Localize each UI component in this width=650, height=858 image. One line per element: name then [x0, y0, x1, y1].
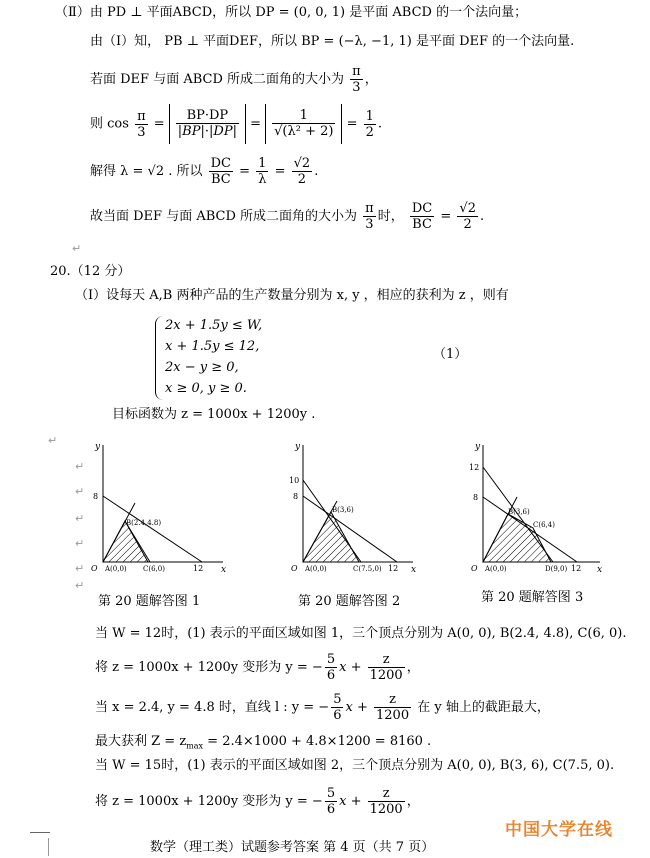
max-intercept-line: 当 x = 2.4, y = 4.8 时，直线 l : y = − $\frac{5}{6}$ x + $\frac{z}{1200}$ 在 y 轴上的截距最大，: [95, 692, 550, 723]
fraction-half: $\frac{1}{2}$: [365, 108, 374, 140]
system-line-1: 2x + 1.5y ≤ W,: [165, 318, 263, 333]
point-a-label: A(0,0): [305, 565, 327, 573]
equation-number: （1）: [433, 347, 468, 362]
figure-3: [465, 437, 605, 577]
tick-12: 12: [193, 564, 204, 573]
figure-1-caption: 第 20 题解答图 1: [98, 594, 201, 609]
objective-function: 目标函数为 z = 1000x + 1200y .: [112, 407, 316, 422]
x-label: x: [597, 565, 603, 575]
fraction-pi-3: $\frac{\pi}{3}$: [137, 108, 146, 140]
q20-part1: （Ⅰ）设每天 A,B 两种产品的生产数量分别为 x, y ，相应的获利为 z ，则有: [75, 288, 509, 303]
tick-12: 12: [388, 564, 399, 573]
footer-rule: [30, 832, 50, 833]
watermark-logo: 中国大学在线: [505, 820, 613, 840]
q20-title: 20.（12 分）: [50, 264, 131, 279]
part2-line1: （Ⅱ）由 PD ⊥ 平面ABCD，所以 DP = (0, 0, 1) 是平面 ABCD 的一个法向量；: [55, 5, 528, 20]
text: 故当面 DEF 与面 ABCD 所成二面角的大小为: [90, 209, 358, 224]
transform-line-1: 将 z = 1000x + 1200y 变形为 y = − $\frac{5}{6}$ x + $\frac{z}{1200}$ ，: [95, 652, 420, 683]
tick-8: 8: [473, 493, 479, 502]
para-mark: ↵: [75, 537, 85, 550]
system-line-2: x + 1.5y ≤ 12,: [165, 339, 260, 354]
tick-8: 8: [93, 492, 99, 501]
origin-label: O: [471, 564, 478, 573]
cos-equation: 则 cos $\frac{\pi}{3}$ = $\frac{BP\cdot DP}{|BP|\cdot|DP|}$ = $\frac{1}{\text{√(λ² + 2)}}$ = $\frac{1}{2}$ .: [90, 104, 382, 145]
abs-fraction: $\frac{BP\cdot DP}{|BP|\cdot|DP|}$: [169, 104, 246, 144]
text: 若面 DEF 与面 ABCD 所成二面角的大小为: [90, 72, 345, 87]
y-label: y: [95, 442, 101, 452]
para-mark: ↵: [75, 512, 85, 525]
tick-x12: 12: [571, 564, 582, 573]
para-mark: ↵: [72, 242, 82, 255]
point-c-label: C(7.5,0): [353, 565, 382, 573]
para-mark: ↵: [75, 460, 85, 473]
para-mark: ↵: [75, 562, 85, 575]
case-w12: 当 W = 12时，(1) 表示的平面区域如图 1，三个顶点分别为 A(0, 0), B(2.4, 4.8), C(6, 0).: [95, 626, 627, 641]
text: 解得 λ = √2 . 所以: [90, 164, 203, 179]
point-b-label: B(3,6): [508, 508, 530, 516]
point-b-label: B(3,6): [332, 506, 354, 514]
system-line-4: x ≥ 0, y ≥ 0.: [165, 381, 247, 396]
solve-line: 解得 λ = √2 . 所以 $\frac{DC}{BC}$ = $\frac{1}{\lambda}$ = $\frac{√2}{2}$ .: [90, 156, 319, 187]
tick-8: 8: [293, 492, 299, 501]
feasible-region: [103, 521, 148, 562]
y-label: y: [295, 442, 301, 452]
x-label: x: [221, 565, 227, 575]
figure-2: [285, 437, 420, 577]
point-b-label: B(2.4,4.8): [126, 519, 162, 527]
fraction-pi-3: $\frac{\pi}{3}$: [352, 64, 361, 95]
conclusion-line: 故当面 DEF 与面 ABCD 所成二面角的大小为 $\frac{\pi}{3}$ 时， $\frac{DC}{BC}$ = $\frac{√2}{2}$ .: [90, 201, 485, 232]
para-mark: ↵: [48, 434, 58, 447]
point-a-label: A(0,0): [105, 565, 127, 573]
tick-10: 10: [289, 476, 300, 485]
point-a-label: A(0,0): [485, 565, 507, 573]
cos-label: 则 cos: [90, 116, 129, 132]
footer-divider: [48, 838, 49, 856]
part2-line2: 由（Ⅰ）知， PB ⊥ 平面DEF，所以 BP = (−λ, −1, 1) 是平面 DEF 的一个法向量.: [90, 34, 575, 49]
figure-2-caption: 第 20 题解答图 2: [298, 594, 401, 609]
y-label: y: [475, 442, 481, 452]
figure-1: [85, 437, 230, 577]
para-mark: ↵: [75, 485, 85, 498]
part2-line3: 若面 DEF 与面 ABCD 所成二面角的大小为 $\frac{\pi}{3}$ ，: [90, 64, 378, 95]
page-footer: 数学（理工类）试题参考答案 第 4 页（共 7 页）: [150, 840, 435, 855]
point-d-label: D(9,0): [545, 565, 568, 573]
figure-3-caption: 第 20 题解答图 3: [481, 590, 584, 605]
para-mark: ↵: [75, 579, 85, 592]
case-w15: 当 W = 15时，(1) 表示的平面区域如图 2，三个顶点分别为 A(0, 0), B(3, 6), C(7.5, 0).: [95, 758, 615, 773]
transform-line-2: 将 z = 1000x + 1200y 变形为 y = − $\frac{5}{6}$ x + $\frac{z}{1200}$ ，: [95, 786, 420, 817]
x-label: x: [411, 565, 417, 575]
abs-fraction-2: $\frac{1}{\text{√(λ² + 2)}}$: [265, 104, 342, 144]
origin-label: O: [291, 564, 298, 573]
point-c-label: C(6,4): [533, 521, 555, 529]
origin-label: O: [91, 564, 98, 573]
system-line-3: 2x − y ≥ 0,: [165, 360, 239, 375]
point-c-label: C(6,0): [143, 565, 165, 573]
tick-12: 12: [469, 463, 480, 472]
max-profit-line: 最大获利 $Z = z_{max} = 2.4\times 1000 + 4.8\times 1200 = 8160$ .: [95, 734, 432, 751]
